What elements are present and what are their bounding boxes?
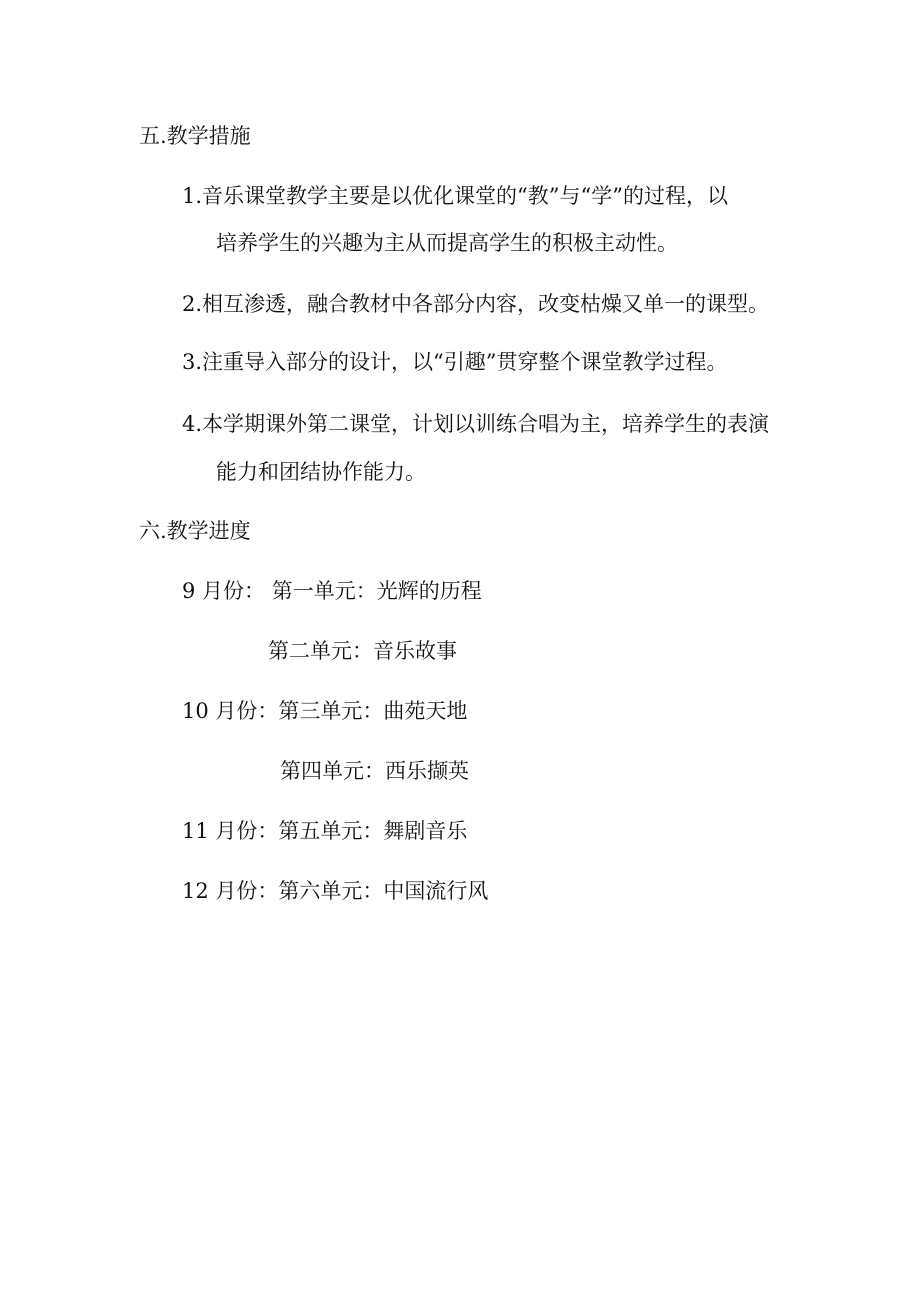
section-heading-schedule: 六.教学进度: [139, 519, 251, 543]
schedule-row-unit4: 第四单元：西乐撷英: [280, 759, 469, 783]
measure-item-3: 3.注重导入部分的设计，以“引趣”贯穿整个课堂教学过程。: [182, 350, 728, 374]
section-heading-measures: 五.教学措施: [139, 124, 251, 148]
schedule-row-nov-unit5: 11 月份：第五单元：舞剧音乐: [182, 819, 468, 843]
schedule-row-oct-unit3: 10 月份：第三单元：曲苑天地: [182, 699, 468, 723]
schedule-row-dec-unit6: 12 月份：第六单元：中国流行风: [182, 879, 489, 903]
measure-item-1-continuation: 培养学生的兴趣为主从而提高学生的积极主动性。: [216, 231, 678, 255]
measure-item-4-continuation: 能力和团结协作能力。: [216, 460, 426, 484]
measure-item-4: 4.本学期课外第二课堂，计划以训练合唱为主，培养学生的表演: [182, 412, 770, 436]
measure-item-1: 1.音乐课堂教学主要是以优化课堂的“教”与“学”的过程，以: [182, 184, 728, 208]
measure-item-2: 2.相互渗透，融合教材中各部分内容，改变枯燥又单一的课型。: [182, 292, 770, 316]
schedule-row-unit2: 第二单元：音乐故事: [268, 639, 457, 663]
schedule-row-sep-unit1: 9 月份： 第一单元：光辉的历程: [182, 579, 482, 603]
